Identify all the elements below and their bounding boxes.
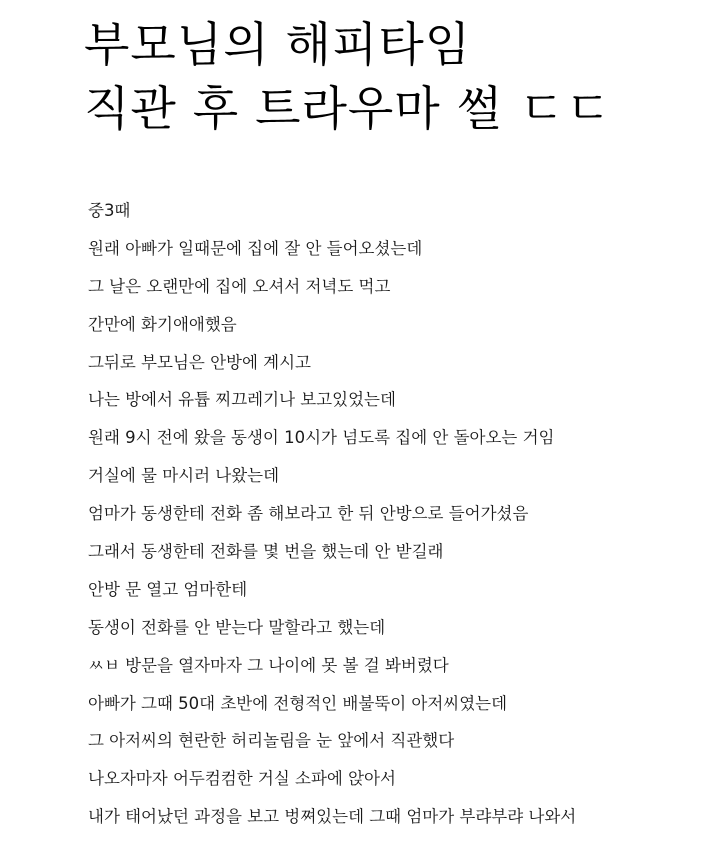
body-line: 아빠가 그때 50대 초반에 전형적인 배불뚝이 아저씨였는데 <box>88 693 508 713</box>
post-title-line-2: 직관 후 트라우마 썰 ㄷㄷ <box>84 82 612 137</box>
body-line: 그 날은 오랜만에 집에 오셔서 저녁도 먹고 <box>88 276 391 296</box>
body-line: 중3때 <box>88 201 131 220</box>
body-line: 원래 아빠가 일때문에 집에 잘 안 들어오셨는데 <box>88 238 423 258</box>
body-line: 안방 문 열고 엄마한테 <box>88 579 248 599</box>
body-line: 그 아저씨의 현란한 허리놀림을 눈 앞에서 직관했다 <box>88 731 455 751</box>
body-line: ㅆㅂ 방문을 열자마자 그 나이에 못 볼 걸 봐버렸다 <box>88 655 449 675</box>
post-body <box>88 192 698 836</box>
body-line: 간만에 화기애애했음 <box>88 314 237 334</box>
body-line: 원래 9시 전에 왔을 동생이 10시가 넘도록 집에 안 돌아오는 거임 <box>88 428 555 448</box>
body-line: 그래서 동생한테 전화를 몇 번을 했는데 안 받길래 <box>88 542 444 562</box>
body-line: 거실에 물 마시러 나왔는데 <box>88 466 280 486</box>
body-line: 엄마가 동생한테 전화 좀 해보라고 한 뒤 안방으로 들어가셨음 <box>88 504 529 524</box>
post-title <box>84 14 684 142</box>
body-line: 나는 방에서 유튭 찌끄레기나 보고있었는데 <box>88 390 396 410</box>
post-title-line-1: 부모님의 해피타임 <box>84 18 472 73</box>
body-line: 동생이 전화를 안 받는다 말할라고 했는데 <box>88 617 386 637</box>
body-line: 그뒤로 부모님은 안방에 계시고 <box>88 352 311 372</box>
body-line: 내가 태어났던 과정을 보고 벙쪄있는데 그때 엄마가 부랴부랴 나와서 <box>88 807 577 827</box>
body-line: 나오자마자 어두컴컴한 거실 소파에 앉아서 <box>88 769 396 789</box>
